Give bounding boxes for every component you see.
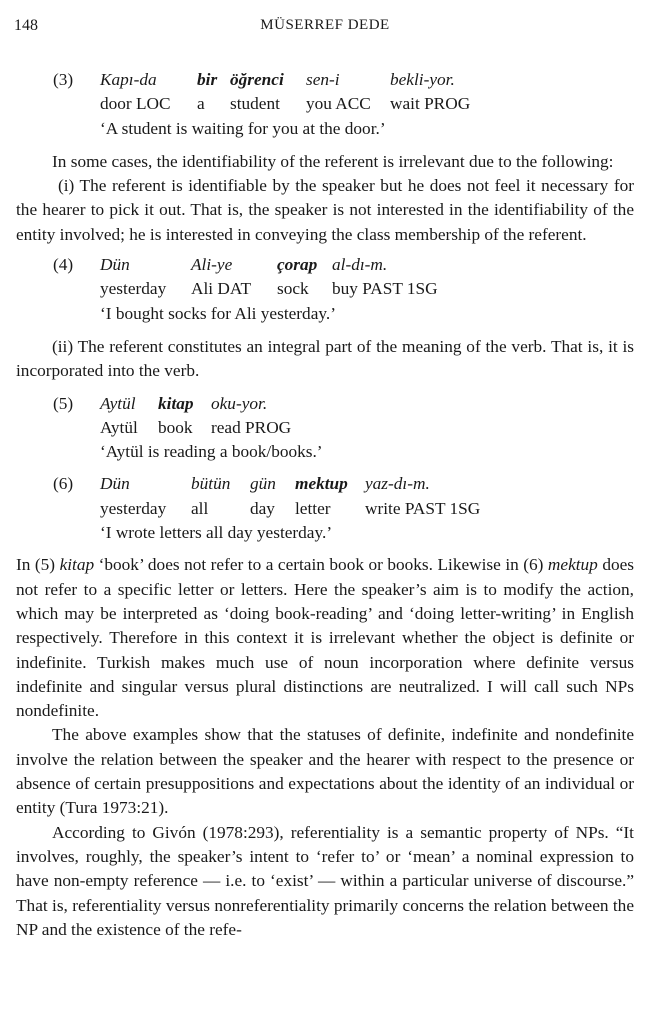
running-head: MÜSERREF DEDE	[260, 17, 390, 33]
example-word: oku-yor.	[211, 393, 268, 413]
example-5	[16, 392, 634, 465]
example-translation: ‘I wrote letters all day yesterday.’	[100, 523, 333, 543]
example-word: mektup	[295, 474, 348, 494]
paragraph: (ii) The referent constitutes an integral part of the meaning of the verb. That is, it is incorporated into the verb.	[16, 336, 634, 381]
example-gloss: Aytül	[100, 417, 138, 437]
example-4	[16, 253, 634, 326]
paragraph: In some cases, the identifiability of the referent is irrelevant due to the following:	[52, 151, 614, 171]
example-word: yaz-dı-m.	[365, 474, 430, 494]
italic-term: kitap	[59, 555, 95, 575]
example-translation: ‘I bought socks for Ali yesterday.’	[100, 303, 336, 323]
example-3	[16, 68, 634, 141]
example-gloss: student	[230, 94, 280, 114]
example-gloss: buy PAST 1SG	[332, 279, 438, 299]
paragraph: The above examples show that the statuses of definite, indefinite and nondefinite involve the relation between the speaker and the hearer with respect to the presence or absence of certain presuppositions and expectations about the identity of an individual or entity (Tura 1973:21).	[16, 725, 634, 818]
example-word: gün	[250, 474, 276, 494]
example-gloss: wait PROG	[390, 94, 471, 114]
page-header	[14, 17, 636, 39]
example-translation: ‘Aytül is reading a book/books.’	[100, 442, 323, 462]
example-word: çorap	[277, 255, 318, 275]
example-word: Kapı-da	[100, 70, 157, 89]
page-number: 148	[14, 17, 38, 34]
example-word: bekli-yor.	[390, 70, 455, 89]
example-word: sen-i	[306, 70, 340, 89]
example-number: (4)	[53, 255, 74, 275]
example-gloss: yesterday	[100, 498, 167, 518]
italic-term: mektup	[547, 555, 598, 575]
example-gloss: book	[158, 417, 193, 437]
example-word: Dün	[100, 474, 130, 494]
example-gloss: yesterday	[100, 279, 167, 299]
example-gloss: all	[191, 498, 209, 518]
example-number: (3)	[53, 70, 74, 89]
example-word: öğrenci	[230, 70, 284, 89]
example-6	[16, 472, 634, 545]
example-gloss: letter	[295, 498, 331, 518]
example-word: bir	[197, 70, 218, 89]
page-body	[16, 68, 634, 942]
example-gloss: you ACC	[306, 94, 371, 114]
example-gloss: Ali DAT	[191, 279, 252, 299]
example-word: bütün	[191, 474, 231, 494]
paragraph: (i) The referent is identifiable by the speaker but he does not feel it necessary for the hearer to pick it out. That is, the speaker is not interested in the identifiability of the entity involved; he is interested in conveying the class membership of the referent.	[16, 176, 634, 244]
example-gloss: day	[250, 498, 275, 518]
example-word: Aytül	[100, 393, 136, 413]
example-number: (6)	[53, 474, 74, 494]
example-gloss: sock	[277, 279, 309, 299]
example-translation: ‘A student is waiting for you at the door.’	[100, 118, 386, 138]
example-word: kitap	[158, 393, 194, 413]
example-word: al-dı-m.	[332, 255, 388, 275]
example-gloss: write PAST 1SG	[365, 498, 481, 518]
paragraph: In (5) kitap ‘book’ does not refer to a certain book or books. Likewise in (6) mektup does not refer to a specific letter or letters. Here the speaker’s aim is to modify the action, which may be interpreted as ‘doing book-reading’ and ‘doing letter-writing’ in English respectively. Therefore in this context it is irrelevant whether the object is definite or indefinite. Turkish makes much use of noun incorporation where definite versus indefinite and singular versus plural distinctions are neutralized. I will call such NPs nondefinite.	[16, 555, 635, 721]
example-gloss: a	[197, 94, 205, 114]
paragraph: According to Givón (1978:293), referentiality is a semantic property of NPs. “It involves, roughly, the speaker’s intent to ‘refer to’ or ‘mean’ a nominal expression to have non-empty reference — i.e. to ‘exist’ — within a particular universe of discourse.” That is, referentiality versus nonreferentiality primarily concerns the relation between the NP and the existence of the refe-	[16, 822, 634, 939]
example-number: (5)	[53, 393, 74, 413]
example-word: Ali-ye	[191, 255, 233, 275]
example-gloss: door LOC	[100, 94, 171, 114]
example-gloss: read PROG	[211, 417, 292, 437]
example-word: Dün	[100, 255, 130, 275]
